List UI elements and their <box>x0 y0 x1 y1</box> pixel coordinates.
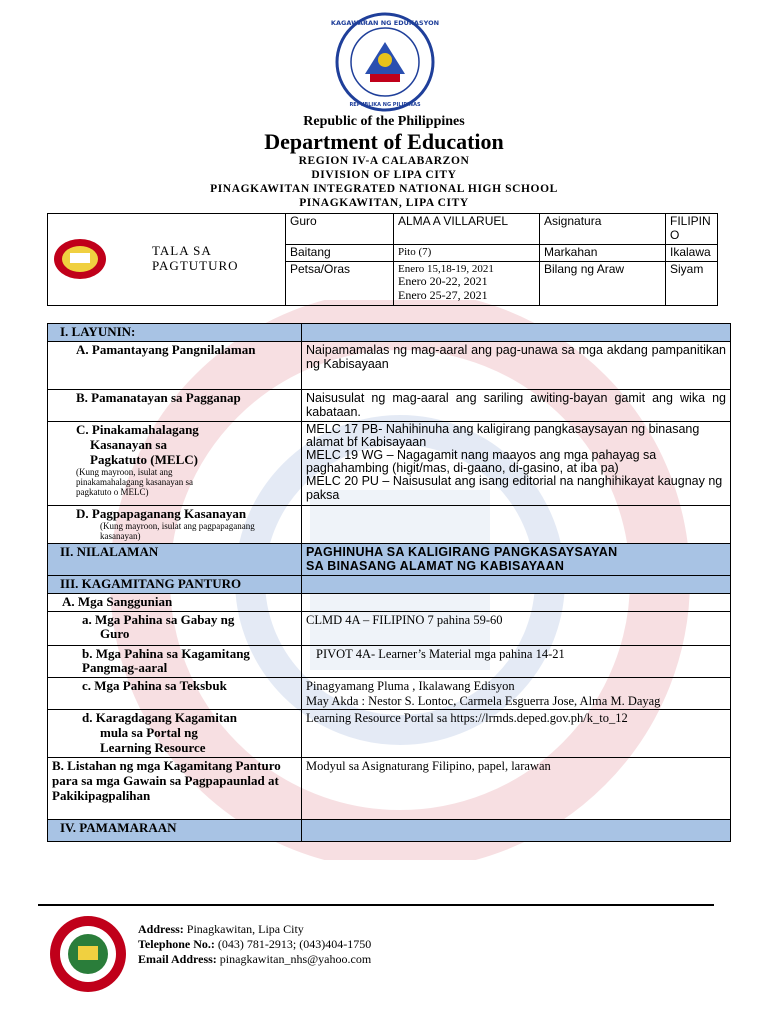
melc-value <box>302 421 731 505</box>
footer-divider <box>38 904 714 906</box>
petsa-value <box>394 261 540 305</box>
melc-label-3: Pagkatuto (MELC) <box>90 451 198 467</box>
republic-heading: Republic of the Philippines <box>303 114 465 129</box>
kagamitang-empty <box>302 575 731 593</box>
department-heading: Department of Education <box>264 129 504 154</box>
melc-label-2: Kasanayan sa <box>90 436 167 452</box>
petsa-line-1: Enero 15,18-19, 2021 <box>398 262 494 275</box>
footer-telephone <box>138 938 371 951</box>
region-heading: REGION IV-A CALABARZON <box>298 155 470 167</box>
city-heading: PINAGKAWITAN, LIPA CITY <box>299 197 469 209</box>
nilalaman-line-1: PAGHINUHA SA KALIGIRANG PANGKASAYSAYAN <box>306 544 618 559</box>
teksbuk-line-2: May Akda : Nestor S. Lontoc, Carmela Esguerra Jose, Alma M. Dayag <box>306 693 661 708</box>
tala-title: TALA SA PAGTUTURO <box>152 243 239 274</box>
nilalaman-value <box>302 543 731 575</box>
baitang-label: Baitang <box>286 245 394 262</box>
seal-bottom-text: REPUBLIKA NG PILIPINAS <box>349 102 421 108</box>
footer-address <box>138 923 304 936</box>
kagamitang-pangmag-label-2: Pangmag-aaral <box>82 660 168 676</box>
gabay-label <box>48 611 302 645</box>
melc-item-3: MELC 20 PU – Naisusulat ang isang editorial na nanghihikayat kaugnay ng paksa <box>306 474 723 502</box>
division-heading: DIVISION OF LIPA CITY <box>311 169 457 181</box>
pagganap-value: Naisusulat ng mag-aaral ang sariling awiting-bayan gamit ang wika ng kabataan. <box>302 389 731 421</box>
teksbuk-value <box>302 678 731 710</box>
melc-item-2: MELC 19 WG – Nagagamit nang maayos ang mga pahayag sa paghahambing (higit/mas, di-gaano, di-gasino, at iba pa) <box>306 448 657 476</box>
pagganap-label: B. Pamanatayan sa Pagganap <box>48 389 302 421</box>
petsa-line-3: Enero 25-27, 2021 <box>398 288 488 303</box>
pagpapaganang-title: D. Pagpapaganang Kasanayan <box>76 505 247 521</box>
guro-value: ALMA A VILLARUEL <box>394 214 540 245</box>
karagdagang-label <box>48 710 302 758</box>
pagpapaganang-empty <box>302 505 731 543</box>
nilalaman-line-2: SA BINASANG ALAMAT NG KABISAYAAN <box>306 559 565 574</box>
tala-cell <box>48 214 286 306</box>
karagdagang-label-2: mula sa Portal ng <box>100 725 198 741</box>
pamamaraan-empty <box>302 820 731 842</box>
asignatura-value: FILIPINO <box>666 214 718 245</box>
gabay-label-1: a. Mga Pahina sa Gabay ng <box>82 611 235 627</box>
melc-label <box>48 421 302 505</box>
petsa-label: Petsa/Oras <box>286 261 394 305</box>
teksbuk-label: c. Mga Pahina sa Teksbuk <box>48 678 302 710</box>
layunin-heading: I. LAYUNIN: <box>48 324 302 342</box>
melc-label-1: C. Pinakamahalagang <box>76 421 199 437</box>
pamamaraan-heading: IV. PAMAMARAAN <box>48 820 302 842</box>
email-label: Email Address: <box>138 952 217 966</box>
melc-item-1: MELC 17 PB- Nahihinuha ang kaligirang pangkasaysayan ng binasang alamat bf Kabisayaan <box>306 421 700 450</box>
nilalaman-heading: II. NILALAMAN <box>48 543 302 575</box>
deped-seal-icon <box>330 12 440 112</box>
bilang-label: Bilang ng Araw <box>540 261 666 305</box>
asignatura-label: Asignatura <box>540 214 666 245</box>
markahan-label: Markahan <box>540 245 666 262</box>
gabay-label-2: Guro <box>100 626 130 642</box>
bilang-value: Siyam <box>666 261 718 305</box>
telephone-value: (043) 781-2913; (043)404-1750 <box>217 937 372 951</box>
markahan-value: Ikalawa <box>666 245 718 262</box>
listahan-value: Modyul sa Asignaturang Filipino, papel, larawan <box>302 758 731 820</box>
karagdagang-value: Learning Resource Portal sa https://lrmds.deped.gov.ph/k_to_12 <box>302 710 731 758</box>
gabay-value: CLMD 4A – FILIPINO 7 pahina 59-60 <box>302 611 731 645</box>
karagdagang-label-1: d. Karagdagang Kagamitan <box>82 710 237 726</box>
pagpapaganang-label <box>48 505 302 543</box>
kagamitang-heading: III. KAGAMITANG PANTURO <box>48 575 302 593</box>
pamantayang-value: Naipamamalas ng mag-aaral ang pag-unawa sa mga akdang pampanitikan ng Kabisayaan <box>302 341 731 389</box>
info-table <box>47 213 718 306</box>
listahan-label: B. Listahan ng mga Kagamitang Panturo para sa mga Gawain sa Pagpapaunlad at Pakikipagpalihan <box>48 758 302 820</box>
melc-note: (Kung mayroon, isulat ang pinakamahalagang kasanayan sa pagkatuto o MELC) <box>76 466 193 497</box>
address-label: Address: <box>138 922 184 936</box>
school-logo-icon <box>52 237 108 281</box>
school-heading: PINAGKAWITAN INTEGRATED NATIONAL HIGH SCHOOL <box>210 183 558 195</box>
layunin-empty <box>302 324 731 342</box>
footer-email <box>138 953 371 966</box>
address-value: Pinagkawitan, Lipa City <box>186 922 304 936</box>
email-value: pinagkawitan_nhs@yahoo.com <box>219 952 372 966</box>
kagamitang-pangmag-label-1: b. Mga Pahina sa Kagamitang <box>82 645 250 661</box>
teksbuk-line-1: Pinagyamang Pluma , Ikalawang Edisyon <box>306 679 515 694</box>
telephone-label: Telephone No.: <box>138 937 215 951</box>
footer-school-logo-icon <box>48 914 128 994</box>
lesson-plan-table <box>47 323 731 842</box>
sanggunian-empty <box>302 593 731 611</box>
guro-label: Guro <box>286 214 394 245</box>
petsa-line-2: Enero 20-22, 2021 <box>398 274 488 289</box>
karagdagang-label-3: Learning Resource <box>100 740 206 756</box>
seal-top-text: KAGAWARAN NG EDUKASYON <box>330 19 440 27</box>
pagpapaganang-note: (Kung mayroon, isulat ang pagpapaganang kasanayan) <box>100 520 255 541</box>
kagamitang-pangmag-value: PIVOT 4A- Learner’s Material mga pahina 14-21 <box>302 645 731 678</box>
sanggunian-label: A. Mga Sanggunian <box>48 593 302 611</box>
pamantayang-label: A. Pamantayang Pangnilalaman <box>48 341 302 389</box>
kagamitang-pangmag-label <box>48 645 302 678</box>
baitang-value: Pito (7) <box>394 245 540 262</box>
